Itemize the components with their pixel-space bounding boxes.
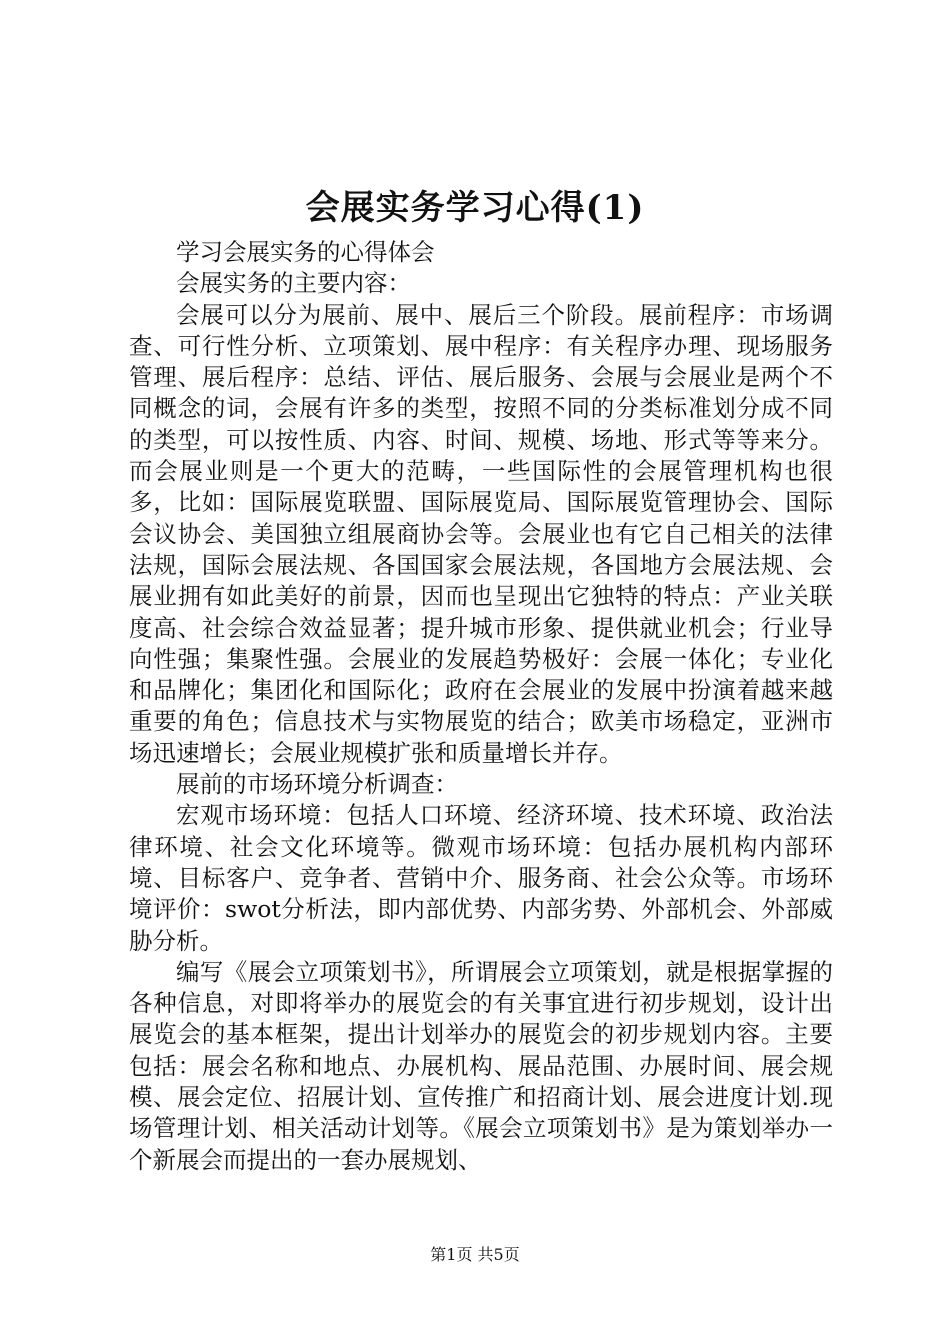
paragraph-planning-document: 编写《展会立项策划书》，所谓展会立项策划，就是根据掌握的各种信息，对即将举办的展览会的有关事宜进行初步规划，设计出展览会的基本框架，提出计划举办的展览会的初步规划内容。主要包括：展会名称和地点、办展机构、展品范围、办展时间、展会规模、展会定位、招展计划、宣传推广和招商计划、展会进度计划.现场管理计划、相关活动计划等。《展会立项策划书》是为策划举办一个新展会而提出的一套办展规划、: [129, 957, 833, 1174]
paragraph-market-environment: 宏观市场环境：包括人口环境、经济环境、技术环境、政治法律环境、社会文化环境等。微观市场环境：包括办展机构内部环境、目标客户、竞争者、营销中介、服务商、社会公众等。市场环境评价：swot分析法，即内部优势、内部劣势、外部机会、外部威胁分析。: [129, 801, 833, 955]
paragraph-heading: 学习会展实务的心得体会: [176, 238, 435, 266]
document-body: [129, 237, 833, 1176]
paragraph-stages: 会展可以分为展前、展中、展后三个阶段。展前程序：市场调查、可行性分析、立项策划、展中程序：有关程序办理、现场服务管理、展后程序：总结、评估、展后服务、会展与会展业是两个不同概念的词，会展有许多的类型，按照不同的分类标准划分成不同的类型，可以按性质、内容、时间、规模、场地、形式等等来分。而会展业则是一个更大的范畴，一些国际性的会展管理机构也很多，比如：国际展览联盟、国际展览局、国际展览管理协会、国际会议协会、美国独立组展商协会等。会展业也有它自己相关的法律法规，国际会展法规、各国国家会展法规，各国地方会展法规、会展业拥有如此美好的前景，因而也呈现出它独特的特点：产业关联度高、社会综合效益显著；提升城市形象、提供就业机会；行业导向性强；集聚性强。会展业的发展趋势极好：会展一体化；专业化和品牌化；集团化和国际化；政府在会展业的发展中扮演着越来越重要的角色；信息技术与实物展览的结合；欧美市场稳定，亚洲市场迅速增长；会展业规模扩张和质量增长并存。: [129, 300, 833, 767]
page-footer: 第1页 共5页: [430, 1245, 520, 1264]
document-title: 会展实务学习心得(1): [305, 188, 645, 228]
paragraph-market-analysis-label: 展前的市场环境分析调查：: [176, 770, 458, 799]
paragraph-main-content-label: 会展实务的主要内容：: [176, 269, 411, 298]
